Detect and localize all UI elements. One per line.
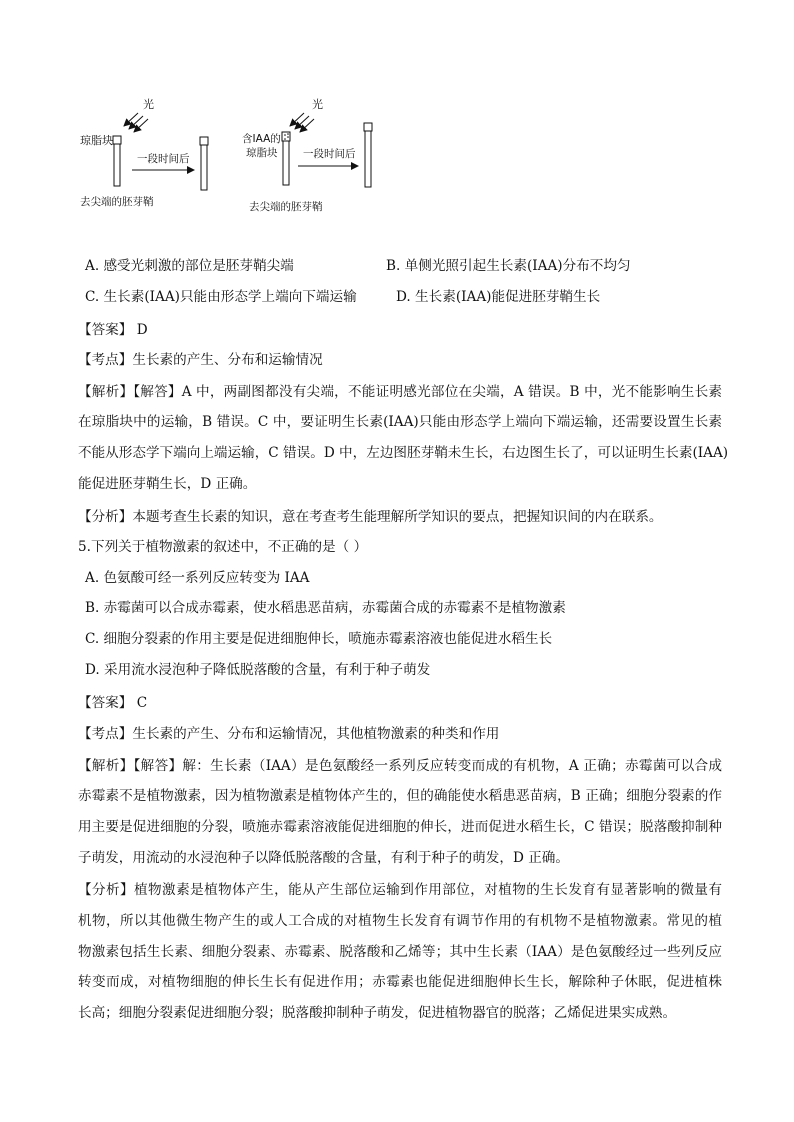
right-agar-label-1: 含IAA的 xyxy=(242,133,281,145)
right-agar-label-2: 琼脂块 xyxy=(246,147,278,159)
q5-option-d: D. 采用流水浸泡种子降低脱落酸的含量，有利于种子萌发 xyxy=(85,662,431,678)
q4-answer: 【答案】 D xyxy=(78,322,148,338)
right-agar-block-after xyxy=(364,123,372,131)
q5-answer: 【答案】 C xyxy=(78,695,148,711)
right-diagram xyxy=(242,97,372,213)
q5-analysis-line-2: 机物，所以其他微生物产生的或人工合成的对植物生长发育有调节作用的有机物不是植物激素。常见的植 xyxy=(78,913,722,929)
right-light-rays xyxy=(290,113,314,132)
q5-explain-line-4: 子萌发，用流动的水浸泡种子以降低脱落酸的含量，有利于种子的萌发，D 正确。 xyxy=(78,850,569,866)
q4-analysis: 【分析】本题考查生长素的知识，意在考查考生能理解所学知识的要点，把握知识间的内在联系。 xyxy=(78,509,663,525)
q5-option-b: B. 赤霉菌可以合成赤霉素，使水稻患恶苗病，赤霉菌合成的赤霉素不是植物激素 xyxy=(85,600,566,616)
right-coleoptile-after xyxy=(365,131,371,187)
q4-option-a: A. 感受光刺激的部位是胚芽鞘尖端 xyxy=(85,258,294,274)
left-caption: 去尖端的胚芽鞘 xyxy=(80,196,154,208)
q4-topic: 【考点】生长素的产生、分布和运输情况 xyxy=(78,352,323,368)
right-light-label: 光 xyxy=(312,98,323,111)
left-light-rays xyxy=(124,113,148,132)
q4-explain-line-2: 在琼脂块中的运输，B 错误。C 中，要证明生长素(IAA)只能由形态学上端向下端运输，还需要设置生长素 xyxy=(78,414,722,430)
experiment-figure xyxy=(0,0,794,230)
left-agar-label: 琼脂块 xyxy=(80,134,113,147)
right-caption: 去尖端的胚芽鞘 xyxy=(249,201,323,213)
q5-option-a: A. 色氨酸可经一系列反应转变为 IAA xyxy=(85,570,310,586)
q5-stem: 5.下列关于植物激素的叙述中，不正确的是（ ） xyxy=(78,539,368,555)
left-coleoptile xyxy=(114,144,120,186)
q5-analysis-line-5: 长高；细胞分裂素促进细胞分裂；脱落酸抑制种子萌发，促进植物器官的脱落；乙烯促进果实成熟。 xyxy=(78,1005,677,1021)
q5-analysis-line-1: 【分析】植物激素是植物体产生，能从产生部位运输到作用部位，对植物的生长发育有显著影响的微量有 xyxy=(78,882,722,898)
q4-explain-line-3: 不能从形态学下端向上端运输，C 错误。D 中，左边图胚芽鞘未生长，右边图生长了，可以证明生长素(IAA) xyxy=(78,445,729,461)
q5-explain-line-2: 赤霉素不是植物激素，因为植物激素是植物体产生的，但的确能使水稻患恶苗病，B 正确；细胞分裂素的作 xyxy=(78,788,722,804)
q4-explain-line-4: 能促进胚芽鞘生长，D 正确。 xyxy=(78,476,257,492)
right-arrow-label: 一段时间后 xyxy=(303,148,356,160)
q5-explain-line-3: 用主要是促进细胞的分裂，喷施赤霉素溶液能促进细胞的伸长，进而促进水稻生长，C 错误；脱落酸抑制种 xyxy=(78,819,722,835)
left-agar-block xyxy=(113,136,121,144)
q5-topic: 【考点】生长素的产生、分布和运输情况，其他植物激素的种类和作用 xyxy=(78,726,500,742)
right-coleoptile xyxy=(283,141,289,185)
q4-option-b: B. 单侧光照引起生长素(IAA)分布不均匀 xyxy=(386,258,631,274)
left-agar-block-after xyxy=(200,137,208,145)
right-iaa-agar-block xyxy=(282,132,290,141)
left-coleoptile-after xyxy=(201,145,207,190)
left-arrow-label: 一段时间后 xyxy=(137,153,190,165)
q5-explain-line-1: 【解析】【解答】解：生长素（IAA）是色氨酸经一系列反应转变而成的有机物，A 正确；赤霉菌可以合成 xyxy=(78,758,722,774)
left-light-label: 光 xyxy=(143,98,154,111)
q4-option-c: C. 生长素(IAA)只能由形态学上端向下端运输 xyxy=(85,289,357,305)
q5-analysis-line-4: 转变而成，对植物细胞的伸长生长有促进作用；赤霉素也能促进细胞伸长生长，解除种子休眠，促进植株 xyxy=(78,974,722,990)
q4-explain-line-1: 【解析】【解答】A 中，两副图都没有尖端，不能证明感光部位在尖端，A 错误。B 中，光不能影响生长素 xyxy=(78,384,722,400)
q5-analysis-line-3: 物激素包括生长素、细胞分裂素、赤霉素、脱落酸和乙烯等；其中生长素（IAA）是色氨酸经过一些列反应 xyxy=(78,944,722,960)
q4-option-d: D. 生长素(IAA)能促进胚芽鞘生长 xyxy=(396,289,601,305)
q5-option-c: C. 细胞分裂素的作用主要是促进细胞伸长，喷施赤霉素溶液也能促进水稻生长 xyxy=(85,631,553,647)
left-diagram xyxy=(80,97,208,208)
